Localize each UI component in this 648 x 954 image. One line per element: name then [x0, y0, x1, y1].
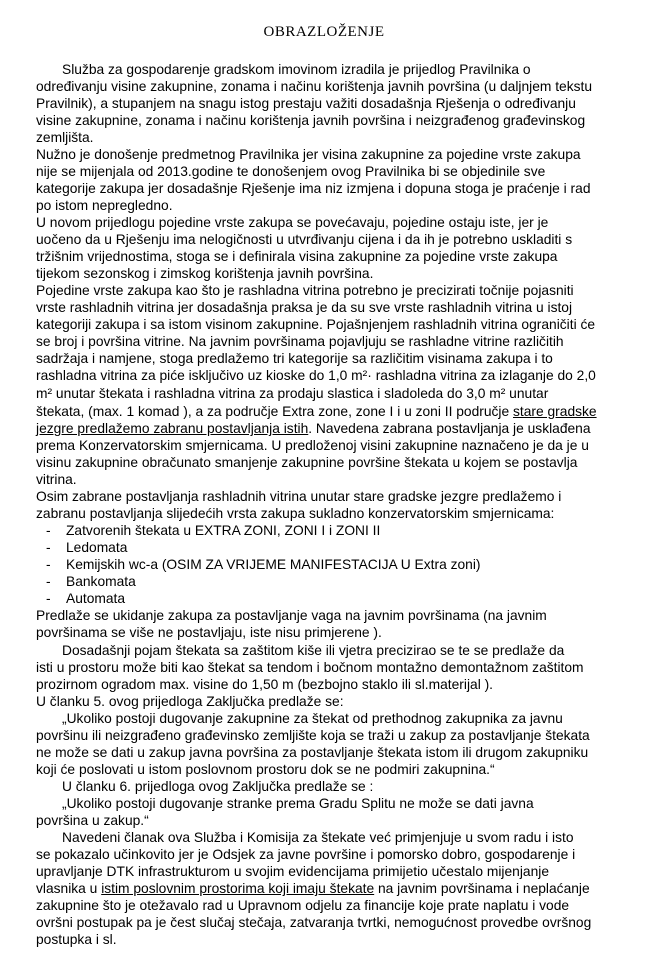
list-item: Bankomata: [66, 574, 136, 589]
paragraph-line: Predlaže se ukidanje zakupa za postavljanje vaga na javnim površinama (na javnim: [36, 608, 547, 623]
paragraph-line: postupka i sl.: [36, 932, 117, 947]
paragraph-line: U novom prijedlogu pojedine vrste zakupa se povećavaju, pojedine ostaju iste, jer je: [36, 215, 549, 230]
list-item: Ledomata: [66, 540, 128, 555]
paragraph-line: tržišnim vrijednostima, stoga se i definirala visina zakupnine za pojedine vrste zakupa: [36, 249, 558, 264]
paragraph-line: visinu zakupnine obračunato smanjenje zakupnine površine štekata u kojem se postavlja: [36, 455, 578, 470]
line-text: vlasnika u: [36, 881, 102, 896]
paragraph-line: isti u prostoru može biti kao štekat sa tendom i bočnom montažno demontažnom zaštitom: [36, 660, 584, 675]
paragraph-line: prema Konzervatorskim smjernicama. U predloženoj visini zakupnine naznačeno je da je u: [36, 438, 589, 453]
paragraph-line: Pojedine vrste zakupa kao što je rashladna vitrina potrebno je precizirati točnije pojasniti: [36, 283, 574, 298]
paragraph-line: se broj i površina vitrine. Na javnim površinama pojavljuju se rashladne vitrine različitih: [36, 334, 564, 349]
paragraph-line: U članku 6. prijedloga ovog Zaključka predlaže se :: [62, 779, 374, 794]
line-text: štekata, (max. 1 komad ), a za područje Extra zone, zone I i u zoni II područje: [36, 404, 513, 419]
paragraph-line: vitrina.: [36, 472, 77, 487]
paragraph-line: „Ukoliko postoji dugovanje zakupnine za štekat od prethodnog zakupnika za javnu: [62, 711, 563, 726]
paragraph-line: se pokazalo učinkovito jer je Odsjek za javne površine i pomorsko dobro, gospodarenje i: [36, 847, 576, 862]
paragraph-line: Navedeni članak ova Služba i Komisija za štekate već primjenjuje u svom radu i isto: [62, 830, 574, 845]
paragraph-line: uočeno da u Rješenju ima nelogičnosti u utvrđivanju cijena i da ih je potrebno uskladiti s: [36, 232, 573, 247]
paragraph-line: m² unutar štekata i rashladna vitrina za prodaju slastica i sladoleda do 3,0 m² unutar: [36, 386, 549, 401]
paragraph-line: koji će poslovati u istom poslovnom prostoru dok se ne podmiri zakupnina.“: [36, 762, 495, 777]
paragraph-line: U članku 5. ovog prijedloga Zaključka predlaže se:: [36, 694, 344, 709]
paragraph-line: visine zakupnine, zonama i načinu korištenja javnih površina i neizgrađenog građevinskog: [36, 113, 586, 128]
underlined-text: istim poslovnim prostorima koji imaju štekate: [101, 881, 375, 896]
paragraph-line: površina u zakup.“: [36, 813, 149, 828]
paragraph-line: prozirnom ogradom max. visine do 1,50 m (bezbojno staklo ili sl.materijal ).: [36, 677, 494, 692]
paragraph-line: Osim zabrane postavljanja rashladnih vitrina unutar stare gradske jezgre predlažemo i: [36, 489, 562, 504]
underlined-text: jezgre predlažemo zabranu postavljanja istih: [36, 421, 309, 436]
dash-bullet: -: [46, 523, 51, 538]
paragraph-line: [36, 404, 636, 420]
paragraph-line: Služba za gospodarenje gradskom imovinom izradila je prijedlog Pravilnika o: [62, 62, 531, 77]
paragraph-line: rashladna vitrina za piće isključivo uz kioske do 1,0 m²· rashladna vitrina za izlaganje do 2,0: [36, 368, 596, 383]
paragraph-line: po istom nepregledno.: [36, 198, 173, 213]
line-text: . Navedena zabrana postavljanja je usklađena: [308, 421, 591, 436]
paragraph-line: površinama se više ne postavljaju, iste nisu primjerene ).: [36, 625, 382, 640]
paragraph-line: Pravilnik), a stupanjem na snagu istog prestaju važiti dosadašnja Rješenja o određivanju: [36, 96, 576, 111]
underlined-text: stare gradske: [513, 404, 597, 419]
line-text: na javnim površinama i neplaćanje: [374, 881, 590, 896]
paragraph-line: ovršni postupak pa je čest slučaj stečaja, zatvaranja tvrtki, nemogućnost provedbe ovršnog: [36, 915, 592, 930]
list-item: Zatvorenih štekata u EXTRA ZONI, ZONI I i ZONI II: [66, 523, 381, 538]
paragraph-line: nije se mijenjala od 2013.godine te donošenjem ovog Pravilnika bi se objedinile sve: [36, 164, 546, 179]
dash-bullet: -: [46, 557, 51, 572]
document-title: OBRAZLOŽENJE: [263, 24, 385, 40]
paragraph-line: određivanju visine zakupnine, zonama i načinu korištenja javnih površina (u daljnjem tekstu: [36, 79, 593, 94]
paragraph-line: ne može se dati u zakup javna površina za postavljanje štekata istom ili drugom zakupniku: [36, 745, 589, 760]
paragraph-line: „Ukoliko postoji dugovanje stranke prema Gradu Splitu ne može se dati javna: [62, 796, 534, 811]
paragraph-line: tijekom sezonskog i zimskog korištenja javnih površina.: [36, 266, 374, 281]
dash-bullet: -: [46, 591, 51, 606]
dash-bullet: -: [46, 574, 51, 589]
paragraph-line: zabranu postavljanja slijedećih vrsta zakupa sukladno konzervatorskim smjernicama:: [36, 506, 555, 521]
paragraph-line: [36, 421, 636, 437]
paragraph-line: sadržaja i namjene, stoga predlažemo tri kategorije sa različitim visinama zakupa i to: [36, 351, 553, 366]
paragraph-line: zakupnine što je otežavalo rad u Upravnom odjelu za financije koje prate naplatu i vode: [36, 898, 570, 913]
paragraph-line: kategoriji zakupa i sa istom visinom zakupnine. Pojašnjenjem rashladnih vitrina ograničiti će: [36, 317, 596, 332]
paragraph-line: površinu ili neizgrađeno građevinsko zemljište koja se traži u zakup za postavljanje štekata: [36, 728, 590, 743]
paragraph-line: Dosadašnji pojam štekata sa zaštitom kiše ili vjetra precizirao se te se predlaže da: [62, 643, 565, 658]
paragraph-line: vrste rashladnih vitrina jer dosadašnja praksa je da su sve vrste rashladnih vitrina u istoj: [36, 300, 573, 315]
list-item: Automata: [66, 591, 126, 606]
dash-bullet: -: [46, 540, 51, 555]
paragraph-line: zemljišta.: [36, 130, 94, 145]
paragraph-line: [36, 881, 636, 897]
paragraph-line: Nužno je donošenje predmetnog Pravilnika jer visina zakupnine za pojedine vrste zakupa: [36, 147, 581, 162]
list-item: Kemijskih wc-a (OSIM ZA VRIJEME MANIFESTACIJA U Extra zoni): [66, 557, 481, 572]
paragraph-line: kategorije zakupa jer dosadašnje Rješenje ima niz izmjena i dopuna stoga je praćenje i rad: [36, 181, 591, 196]
paragraph-line: upravljanje DTK infrastrukturom u svojim evidencijama primijetio učestalo mijenjanje: [36, 864, 549, 879]
